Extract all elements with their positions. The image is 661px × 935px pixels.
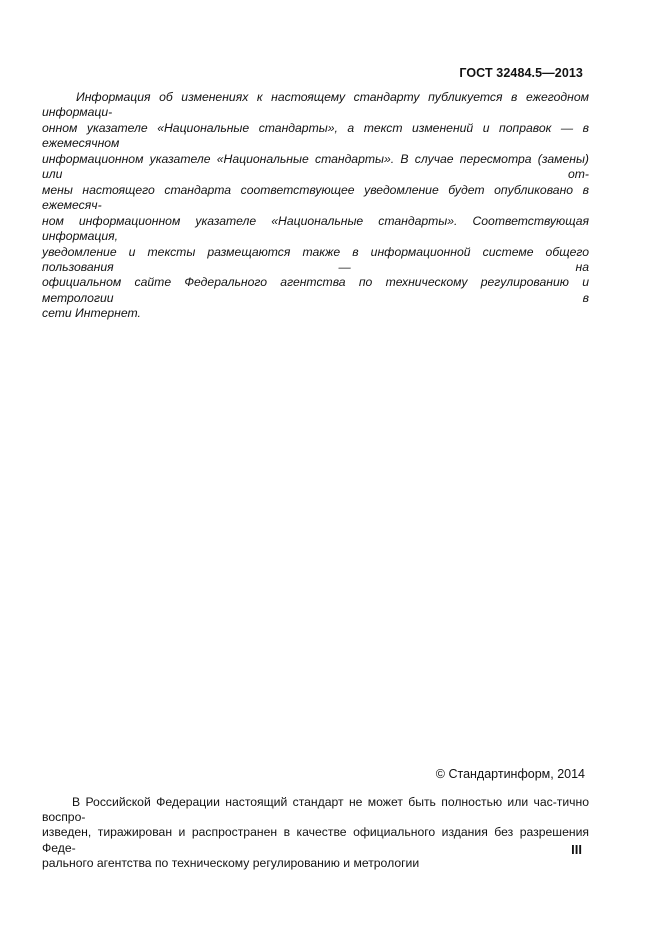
amendments-notice (42, 90, 589, 322)
notice-line: официальном сайте Федерального агентства по техническому регулированию и метрологии в (42, 275, 589, 305)
notice-line: Информация об изменениях к настоящему стандарту публикуется в ежегодном информаци- (42, 90, 589, 120)
notice-line: изведен, тиражирован и распространен в качестве официального издания без разрешения Феде- (42, 825, 589, 855)
notice-line: онном указателе «Национальные стандарты», а текст изменений и поправок — в ежемесячном (42, 120, 589, 151)
notice-line: информационном указателе «Национальные стандарты». В случае пересмотра (замены) или от- (42, 151, 589, 182)
notice-line: ном информационном указателе «Национальные стандарты». Соответствующая информация, (42, 213, 589, 244)
notice-line: рального агентства по техническому регулированию и метрологии (42, 855, 420, 870)
reproduction-notice (42, 795, 589, 871)
standard-number-header: ГОСТ 32484.5—2013 (459, 66, 583, 80)
notice-line: сети Интернет. (42, 306, 141, 321)
notice-line: уведомление и тексты размещаются также в информационной системе общего пользования — на (42, 244, 589, 274)
copyright-notice: © Стандартинформ, 2014 (435, 767, 585, 781)
page-number: III (571, 842, 582, 857)
notice-line: мены настоящего стандарта соответствующее уведомление будет опубликовано в ежемесяч- (42, 182, 589, 213)
notice-line: В Российской Федерации настоящий стандарт не может быть полностью или час-тично воспро- (42, 795, 589, 825)
